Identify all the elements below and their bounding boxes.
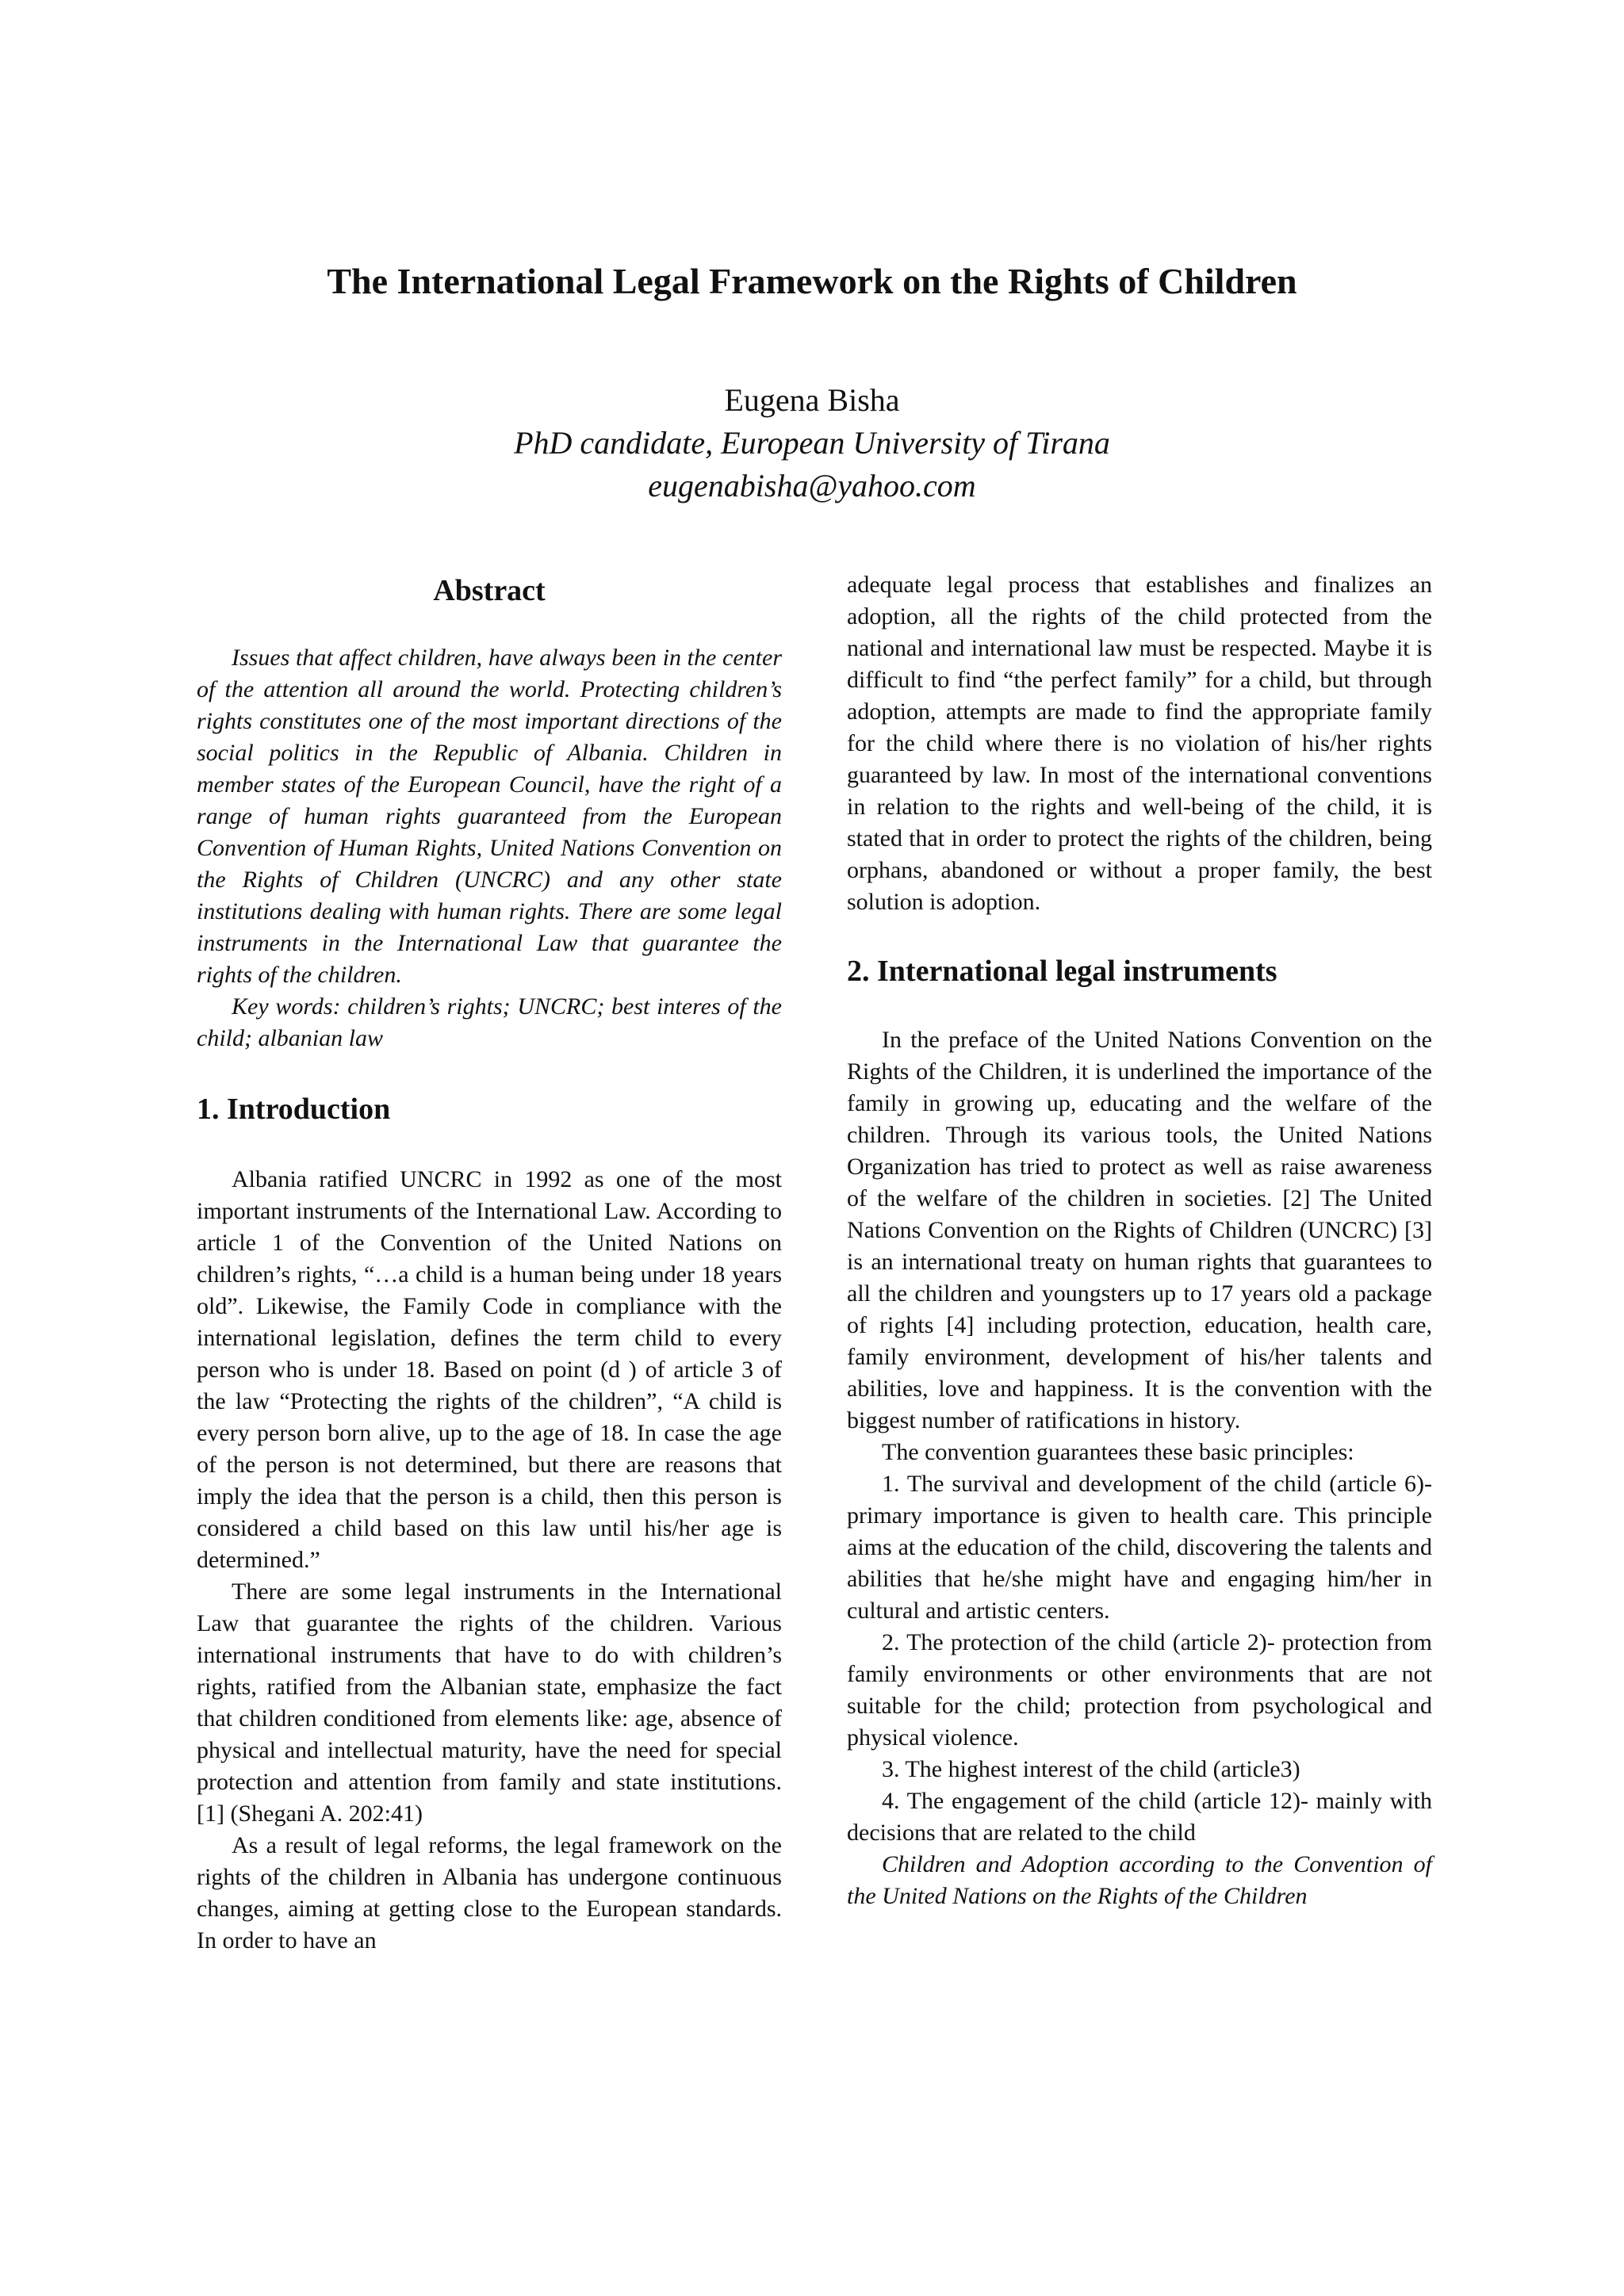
section-heading-international-legal-instruments: 2. International legal instruments — [847, 955, 1277, 988]
author-email: eugenabisha@yahoo.com — [648, 468, 976, 503]
section-heading-introduction: 1. Introduction — [197, 1093, 391, 1126]
author-name: Eugena Bisha — [724, 382, 900, 418]
page-title: The International Legal Framework on the Rights of Children — [327, 261, 1297, 301]
paragraph: In the preface of the United Nations Convention on the Rights of the Children, it is underlined the importance of the family in growing up, educating and the welfare of the children. Through its various tools, the United Nations Organization has tried to protect as well as raise awareness of the welfare of the children in societies. [2] The United Nations Convention on the Rights of Children (UNCRC) [3] is an international treaty on human rights that guarantees to all the children and youngsters up to 17 years old a package of rights [4] including protection, education, health care, family environment, development of his/her talents and abilities, love and happiness. It is the convention with the biggest number of ratifications in history. — [847, 1027, 1432, 1433]
abstract-heading: Abstract — [433, 574, 546, 607]
list-item: 1. The survival and development of the child (article 6)- primary importance is given to health care. This principle aims at the education of the child, discovering the talents and abilities that he/she might have and engaging him/her in cultural and artistic centers. — [847, 1471, 1432, 1624]
author-block — [0, 379, 1624, 507]
right-column — [847, 569, 1432, 1912]
abstract-keywords: Key words: children’s rights; UNCRC; best interes of the child; albanian law — [197, 993, 782, 1051]
paragraph: There are some legal instruments in the International Law that guarantee the rights of the children. Various international instruments that have to do with children’s rights, ratified from the Albanian state, emphasize the fact that children conditioned from elements like: age, absence of physical and intellectual maturity, have the need for special protection and attention from family and state institutions. [1] (Shegani A. 202:41) — [197, 1578, 782, 1827]
paragraph: As a result of legal reforms, the legal framework on the rights of the children in Albania has undergone continuous changes, aiming at getting close to the European standards. In order to have an — [197, 1832, 782, 1954]
list-item: 2. The protection of the child (article 2)- protection from family environments or other environments that are not suitable for the child; protection from psychological and physical violence. — [847, 1629, 1432, 1751]
left-column — [197, 569, 782, 1957]
paragraph: Albania ratified UNCRC in 1992 as one of the most important instruments of the International Law. According to article 1 of the Convention of the United Nations on children’s rights, “…a child is a human being under 18 years old”. Likewise, the Family Code in compliance with the international legislation, defines the term child to every person who is under 18. Based on point (d ) of article 3 of the law “Protecting the rights of the children”, “A child is every person born alive, up to the age of 18. In case the age of the person is not determined, but there are reasons that imply the idea that the person is a child, then this person is considered a child based on this law until his/her age is determined.” — [197, 1166, 782, 1573]
abstract-text: Issues that affect children, have always been in the center of the attention all around the world. Protecting children’s rights constitutes one of the most important directions of the social politics in the Republic of Albania. Children in member states of the European Council, have the right of a range of human rights guaranteed from the European Convention of Human Rights, United Nations Convention on the Rights of Children (UNCRC) and any other state institutions dealing with human rights. There are some legal instruments in the International Law that guarantee the rights of the children. — [197, 645, 782, 988]
paragraph: The convention guarantees these basic principles: — [882, 1439, 1354, 1465]
paragraph-continuation: adequate legal process that establishes and finalizes an adoption, all the rights of the child protected from the national and international law must be respected. Maybe it is difficult to find “the perfect family” for a child, but through adoption, attempts are made to find the appropriate family for the child where there is no violation of his/her rights guaranteed by law. In most of the international conventions in relation to the rights and well-being of the child, it is stated that in order to protect the rights of the children, being orphans, abandoned or without a proper family, the best solution is adoption. — [847, 572, 1432, 915]
subheading-children-and-adoption: Children and Adoption according to the Convention of the United Nations on the Rights of the Children — [847, 1851, 1432, 1909]
list-item: 3. The highest interest of the child (article3) — [882, 1756, 1300, 1782]
list-item: 4. The engagement of the child (article 12)- mainly with decisions that are related to the child — [847, 1788, 1432, 1846]
author-affiliation: PhD candidate, European University of Tirana — [514, 425, 1110, 461]
